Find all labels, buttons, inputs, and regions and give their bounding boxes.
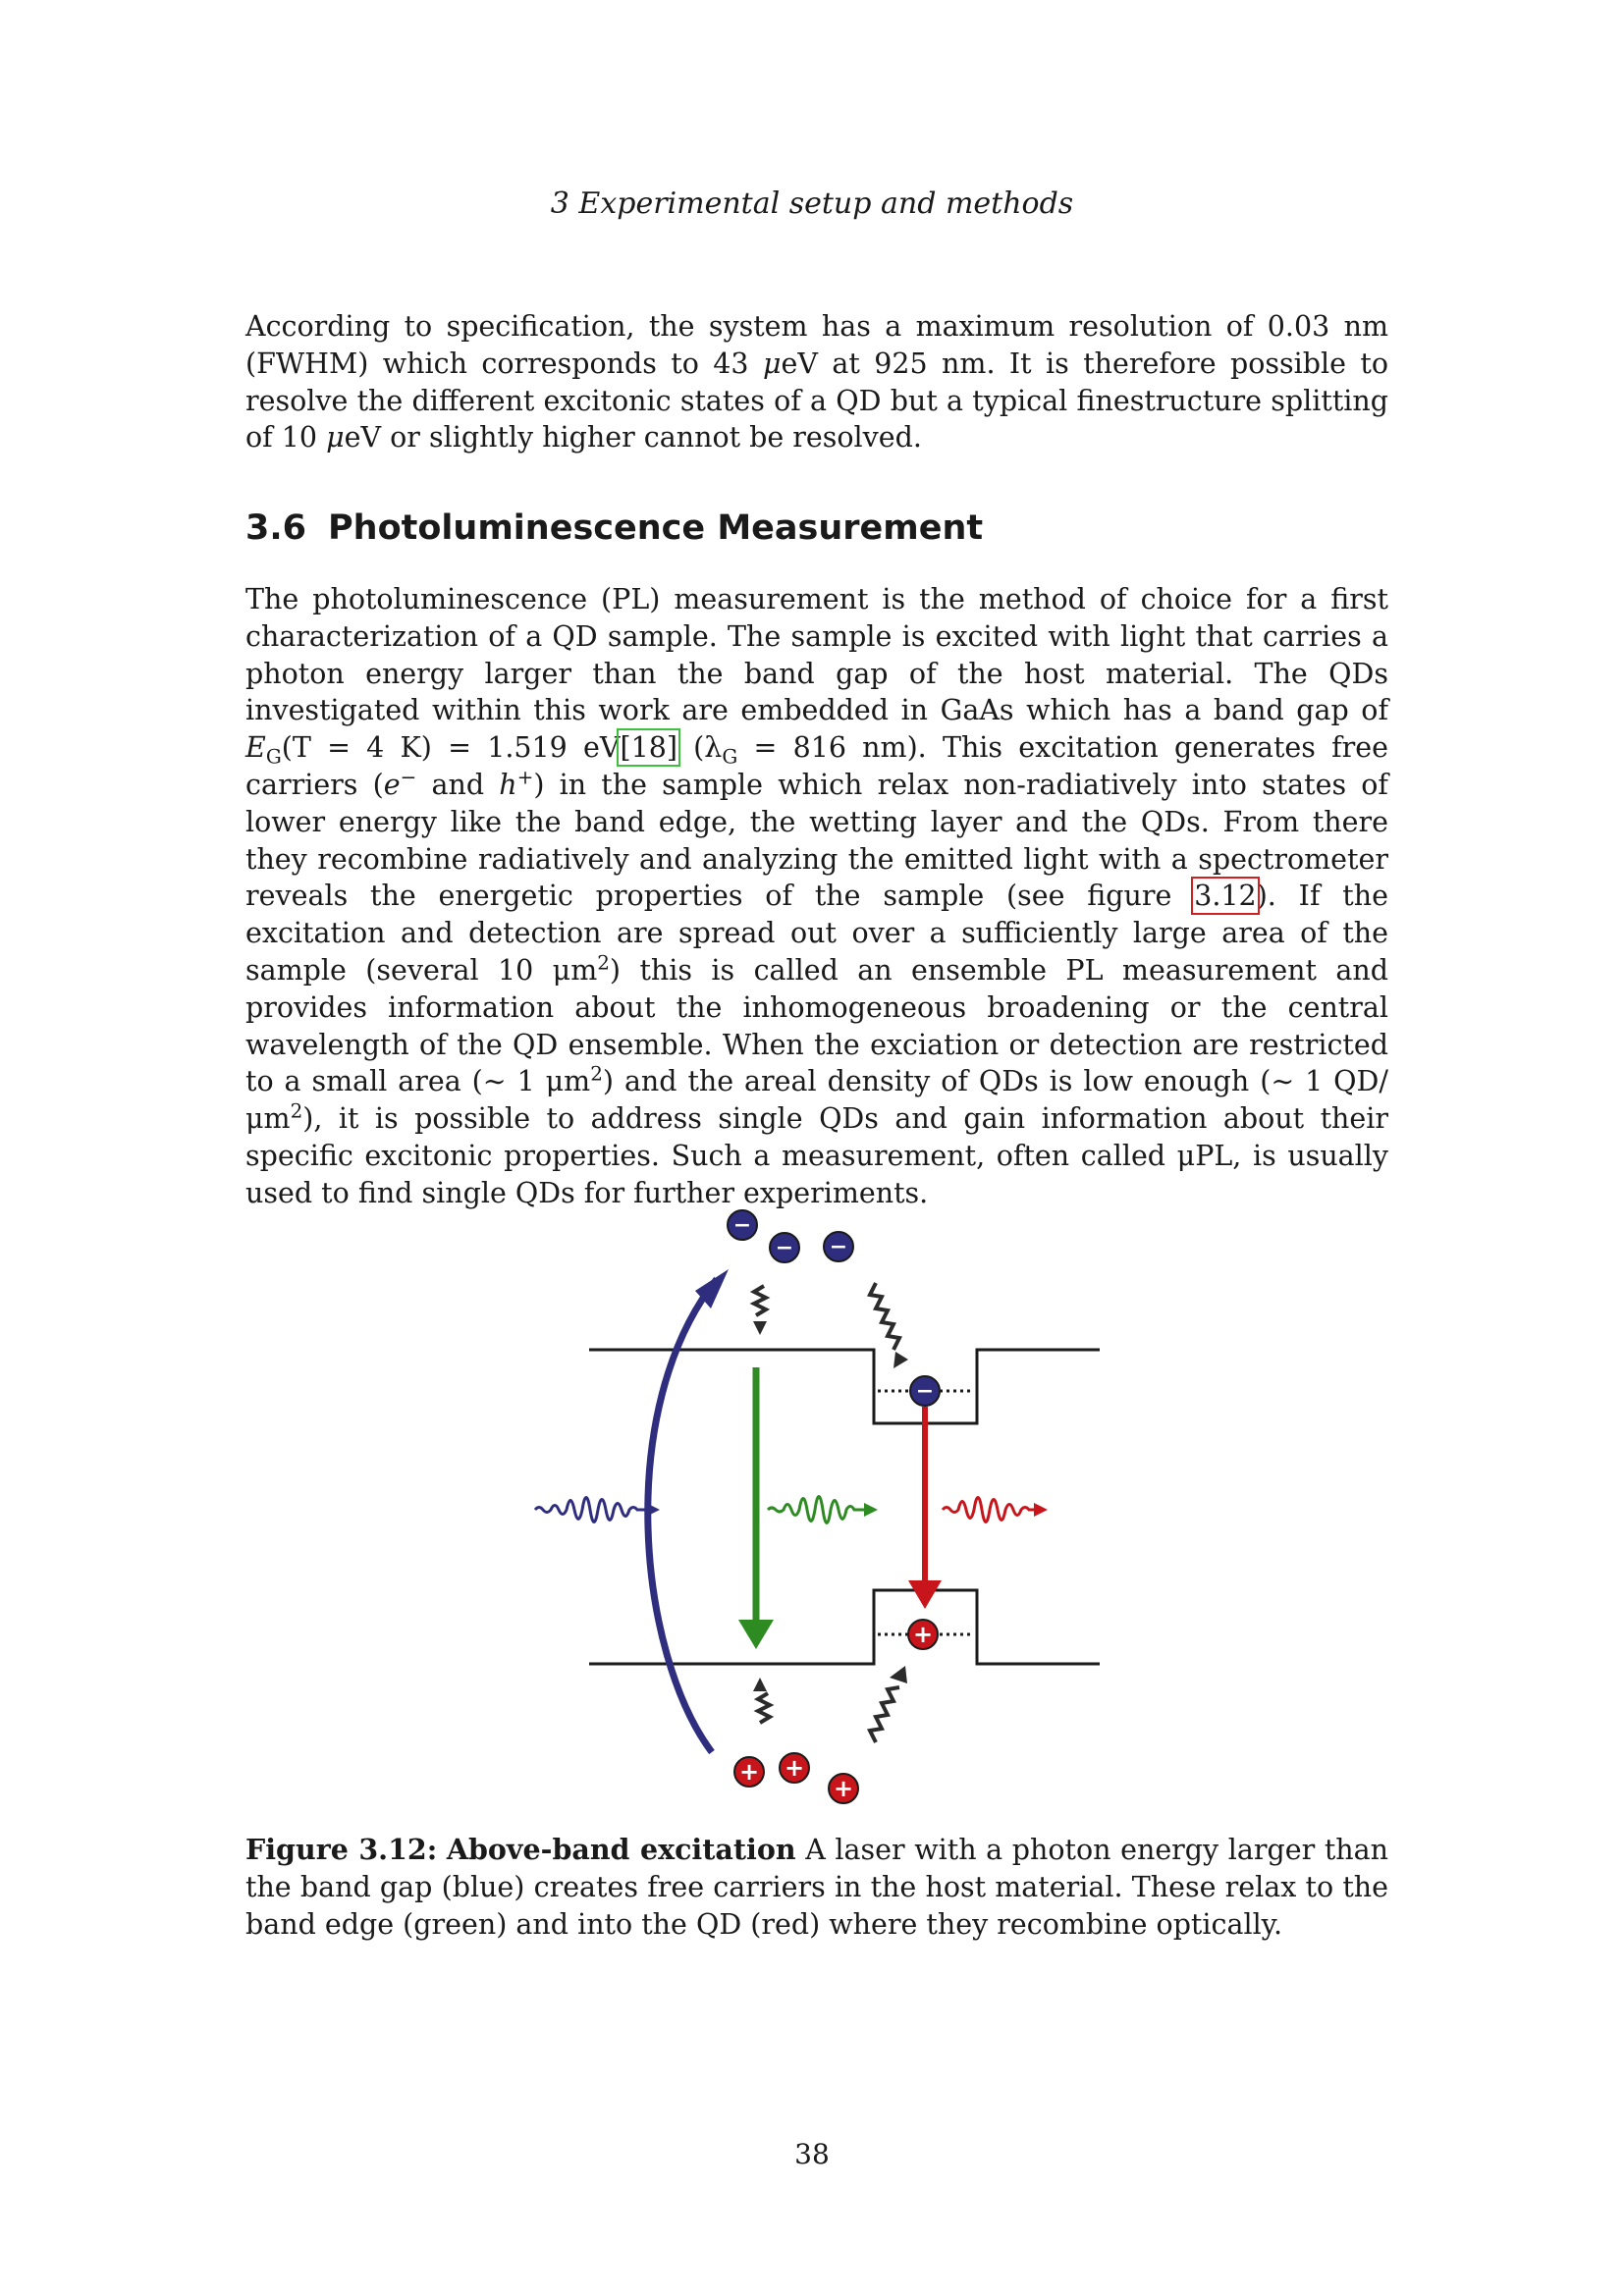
band-diagram-svg: [511, 1193, 1119, 1821]
text-run: ) this is called an ensemble PL measurement and provides information about the inhomogeneous broadening or the central wavelength of the QD ensemble. When the exciation or detection are restricted to a small area (∼ 1 μm: [245, 953, 1388, 1098]
superscript: 2: [290, 1098, 303, 1123]
hole-sign: +: [833, 1775, 854, 1802]
electron-3: [824, 1232, 853, 1261]
section-heading: [245, 508, 983, 548]
laser-photon-head: [646, 1503, 660, 1517]
text-run: ) and the areal density of QDs is low enough (∼ 1 QD/μm: [245, 1065, 1389, 1136]
section-number: 3.6: [245, 508, 307, 548]
electron-2: [770, 1233, 799, 1262]
recombination-arrowhead: [908, 1580, 942, 1609]
mu-symbol: μ: [326, 421, 345, 454]
band-gap-symbol: E: [245, 731, 266, 765]
paragraph-photoluminescence: [245, 581, 1388, 1212]
electron-1: [728, 1210, 757, 1240]
nonradiative-relax-electron-2-head: [893, 1352, 908, 1368]
electron-sign: −: [732, 1213, 752, 1238]
text-run: (λ: [677, 731, 723, 765]
text-run: and: [416, 768, 500, 801]
superscript: −: [400, 765, 417, 789]
subscript: G: [722, 744, 738, 769]
laser-photon-wave: [535, 1498, 648, 1522]
hole-sign: +: [738, 1758, 760, 1786]
page-number: 38: [794, 2138, 830, 2170]
text-run: ). If the excitation and detection are spread out over a sufficiently large area of the sample (several 10 μm: [245, 880, 1388, 987]
hole-1: [734, 1757, 764, 1787]
hole-sign: +: [784, 1754, 805, 1782]
caption-title: Above-band excitation: [446, 1833, 796, 1866]
nonradiative-relax-hole-1: [758, 1693, 770, 1723]
electron-sign: −: [829, 1235, 848, 1259]
figure-band-diagram: [511, 1193, 1119, 1821]
mu-symbol: μ: [762, 347, 782, 380]
nonradiative-relax-electron-2: [870, 1283, 899, 1350]
band-edge-photon-head: [864, 1503, 878, 1517]
hole-sign: +: [912, 1621, 934, 1648]
text-run: ), it is possible to address single QDs and gain information about their specific excitonic properties. Such a measurement, often called μPL, is usually used to find single QDs for further experiments.: [245, 1102, 1388, 1209]
relaxation-arrowhead: [738, 1620, 774, 1649]
electron-sign: −: [775, 1236, 794, 1260]
text-run: ) in the sample which relax non-radiatively into states of lower energy like the band edge, the wetting layer and the QDs. From there they recombine radiatively and analyzing the emitted light with a spectrometer reveals the energetic properties of the sample (see figure: [245, 768, 1388, 913]
superscript: 2: [597, 950, 610, 975]
band-edge-photon-wave: [768, 1497, 866, 1523]
qd-electron: [910, 1376, 940, 1406]
hole-2: [780, 1753, 809, 1783]
text-run: eV or slightly higher cannot be resolved.: [344, 421, 922, 454]
electron-sign: −: [915, 1379, 935, 1404]
text-run: According to specification, the system has a maximum resolution of 0.03 nm (FWHM) which corresponds to 43: [245, 310, 1388, 380]
hole-3: [829, 1774, 858, 1803]
figure-caption: [245, 1832, 1388, 1943]
qd-hole: [908, 1620, 938, 1649]
paragraph-resolution: [245, 308, 1388, 456]
superscript: +: [516, 765, 534, 789]
nonradiative-relax-hole-1-head: [753, 1678, 767, 1691]
figure-ref-link[interactable]: 3.12: [1194, 880, 1257, 913]
nonradiative-relax-hole-2: [870, 1687, 899, 1742]
nonradiative-relax-hole-2-head: [890, 1666, 907, 1683]
caption-label: Figure 3.12:: [245, 1833, 438, 1866]
caption-text: A laser with a photon energy larger than the band gap (blue) creates free carriers in the host material. These relax to the band edge (green) and into the QD (red) where they recombine optically.: [245, 1834, 1388, 1941]
hole-symbol: h: [499, 768, 517, 801]
subscript: G: [265, 744, 282, 769]
superscript: 2: [590, 1061, 603, 1086]
qd-photon-head: [1034, 1503, 1048, 1517]
nonradiative-relax-electron-1: [754, 1286, 766, 1315]
section-title-text: Photoluminescence Measurement: [328, 508, 984, 548]
nonradiative-relax-electron-1-head: [753, 1321, 767, 1335]
qd-photon-wave: [943, 1498, 1036, 1522]
text-run: = 816 nm). This excitation generates free carriers (: [245, 731, 1388, 801]
running-title: 3 Experimental setup and methods: [550, 187, 1074, 221]
text-run: The photoluminescence (PL) measurement is the method of choice for a first characterization of a QD sample. The sample is excited with light that carries a photon energy larger than the band gap of the host material. The QDs investigated within this work are embedded in GaAs which has a band gap of: [245, 583, 1388, 727]
text-run: eV at 925 nm. It is therefore possible to resolve the different excitonic states of a QD but a typical finestructure splitting of 10: [245, 347, 1389, 454]
citation-link[interactable]: [18]: [620, 731, 677, 765]
text-run: (T = 4 K) = 1.519 eV: [281, 731, 621, 765]
electron-symbol: e: [383, 768, 401, 801]
